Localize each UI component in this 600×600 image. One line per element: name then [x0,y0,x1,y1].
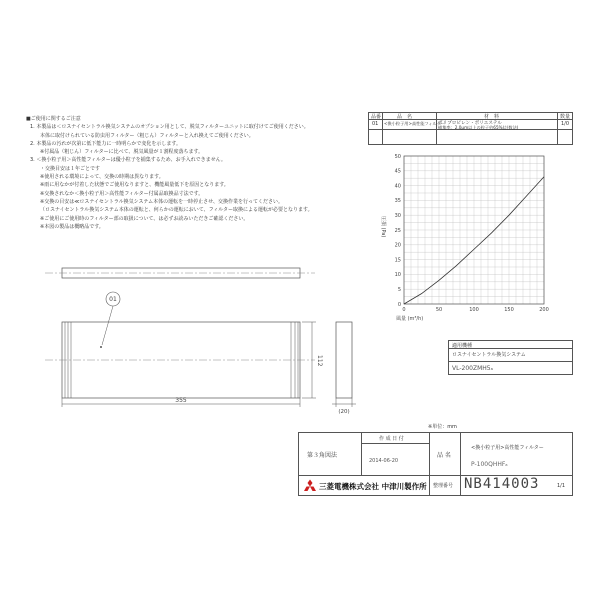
x-tick-label: 50 [435,307,443,313]
date-value: 2014-06-20 [369,458,399,464]
y-tick-label: 25 [394,227,401,234]
note-line: ※雨に用なかが付着した状態でご使用なりますと、機能風量低下を原因となります。 [40,182,229,189]
note-line: 2. 本製品の汚れが次第に低下能力に一時明らかで変化を示します。 [30,140,181,147]
parts-table [368,112,573,145]
y-tick-label: 40 [394,183,401,190]
leader-dot [100,346,102,348]
product-name: <換小粒子用>高性能フィルター [471,445,544,451]
dim-height-text: 112 [316,355,323,367]
sheet-number: 1/1 [557,483,566,489]
company-name: 三菱電機株式会社 中津川製作所 [319,482,427,491]
x-tick-label: 150 [504,307,514,313]
note-line: 1. 本製品は＜ロスナイセントラル換気システムのオプション用として、脱気フィルターユニットに取付けてご使用ください。 [30,124,309,131]
part-callout-label: 01 [109,296,117,303]
y-tick-label: 15 [394,257,401,264]
projection-method: 第３角図法 [307,452,338,459]
applicable-model: VL-200ZMH5ₐ [452,365,493,372]
unit-note: ※単位：mm [428,424,457,430]
applicable-model-box [448,340,573,375]
table-header-no: 品番 [371,114,382,120]
note-line: 3. ＜換小粒子用＞高性能フィルターは優小粒子を捕集するため、お手入れできません。 [30,157,226,164]
y-tick-label: 30 [394,213,401,219]
table-cell-qty: 1/0 [561,121,570,127]
product-code: P-100QHHFₐ [471,461,508,468]
y-tick-label: 35 [394,198,401,205]
y-tick-label: 20 [394,242,401,249]
y-tick-label: 10 [394,272,401,279]
y-tick-label: 0 [397,301,401,308]
y-axis-label: 圧損 (Pa) [380,216,386,238]
table-header-qty: 数量 [560,114,571,120]
note-line: ※交換されなか＜換小粒子用＞高性能フィルター付属品取換品寸法です。 [40,190,204,197]
y-tick-label: 5 [397,287,401,293]
notes-block [26,115,313,231]
table-header-material: 材 料 [484,114,500,120]
note-line: ※ご使用にご使用時のフィルター部の取扱について、は必ずお読みいただきご確認ください。 [40,215,249,222]
drawing-no-label: 整理番号 [433,483,454,489]
date-label: 作 成 日 付 [379,436,404,442]
table-cell-material-1: ポリプロピレン・ポリエステル [438,121,502,126]
table-cell-no: 01 [372,121,379,127]
title-block [298,432,573,496]
note-line: ※交換の目安は≪ロスナイセントラル換気システム本体の運転を一時停止させ、交換作業を行ってください。 [40,198,284,205]
note-line: ※本図の製品は概略品です。 [40,223,104,230]
dim-length-text: 355 [175,397,187,404]
table-cell-material-2: 捕集率：2.0μm以上の粒子約65%(計数法) [438,125,519,130]
leader-line [102,306,113,345]
applicable-system: ロスナイセントラル換気システム [452,352,526,358]
side-view-outline [336,322,352,398]
table-header-name: 品 名 [397,114,413,120]
product-name-label: 品 名 [437,452,451,459]
x-tick-label: 0 [402,307,406,313]
x-axis-label: 風量 (m³/h) [396,316,424,322]
note-line: ※付属品（粗じん）フィルターに比べて、脱気風量が１割程度落ちます。 [40,149,204,156]
x-tick-label: 100 [469,307,479,313]
note-line: 本体に取付けられている防虫用フィルター（粗じん）フィルターと入れ換えてご使用ください。 [40,132,254,139]
drawing-number: NB414003 [464,476,540,492]
pressure-loss-chart [376,148,556,326]
y-tick-label: 45 [394,168,401,175]
applicable-heading: 適用機種 [452,343,473,349]
y-tick-label: 50 [394,153,401,160]
table-cell-name: <換小粒子用>高性能フィルター [384,121,445,126]
note-line: ■ご使用に関するご注意 [26,116,81,122]
note-line: （ロスナイセントラル換気システム本体の運転と、何らかの運転において、フィルター取換による運転が必要となります。 [40,207,313,214]
dim-depth-text: (20) [338,409,350,415]
x-tick-label: 200 [539,307,549,313]
mitsubishi-logo-icon [303,479,317,492]
note-line: ・交換目安は１年ごとです [40,165,101,172]
note-line: ※使用される環境によって、交換の時期は異なります。 [40,174,164,181]
filter-drawing [40,255,380,425]
